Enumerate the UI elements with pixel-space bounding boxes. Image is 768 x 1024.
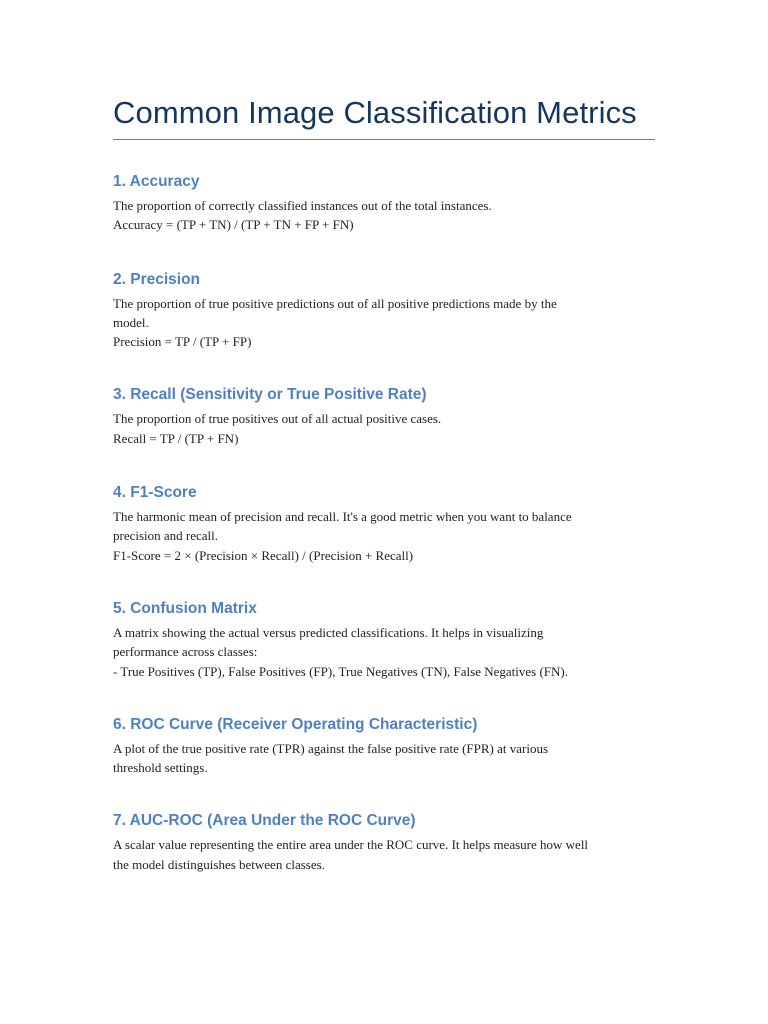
section-body xyxy=(113,623,655,681)
section-heading: 3. Recall (Sensitivity or True Positive Rate) xyxy=(113,386,427,404)
section-heading: 7. AUC-ROC (Area Under the ROC Curve) xyxy=(113,812,416,830)
page-title: Common Image Classification Metrics xyxy=(113,95,637,130)
section-heading: 5. Confusion Matrix xyxy=(113,599,257,617)
body-line: A plot of the true positive rate (TPR) against the false positive rate (FPR) at various xyxy=(113,740,549,756)
body-line: A matrix showing the actual versus predicted classifications. It helps in visualizing xyxy=(113,624,544,640)
body-line: performance across classes: xyxy=(113,644,258,660)
body-line: The harmonic mean of precision and recall. It's a good metric when you want to balance xyxy=(113,509,572,525)
section-precision xyxy=(113,270,655,352)
section-body xyxy=(113,507,655,565)
section-body xyxy=(113,739,655,778)
section-heading: 6. ROC Curve (Receiver Operating Characteristic) xyxy=(113,715,478,733)
section-heading: 2. Precision xyxy=(113,270,201,288)
body-line: The proportion of correctly classified instances out of the total instances. xyxy=(113,198,492,213)
section-roc-curve xyxy=(113,715,655,778)
body-line: The proportion of true positives out of all actual positive cases. xyxy=(113,411,442,427)
section-body xyxy=(113,409,655,448)
body-line: precision and recall. xyxy=(113,528,219,544)
section-body xyxy=(113,835,655,874)
title-divider xyxy=(113,139,655,140)
section-recall xyxy=(113,385,655,448)
document-page xyxy=(113,92,655,874)
section-auc-roc xyxy=(113,811,655,874)
body-line: The proportion of true positive predictions out of all positive predictions made by the xyxy=(113,295,557,311)
section-body xyxy=(113,196,655,235)
section-confusion-matrix xyxy=(113,599,655,681)
list-line: - True Positives (TP), False Positives (FP), True Negatives (TN), False Negatives (FN). xyxy=(113,663,568,679)
formula-line: Precision = TP / (TP + FP) xyxy=(113,334,252,350)
section-heading: 1. Accuracy xyxy=(113,173,200,190)
section-body xyxy=(113,294,655,352)
body-line: A scalar value representing the entire area under the ROC curve. It helps measure how well xyxy=(113,837,589,853)
formula-line: Accuracy = (TP + TN) / (TP + TN + FP + FN) xyxy=(113,217,354,233)
section-accuracy xyxy=(113,172,655,235)
formula-line: Recall = TP / (TP + FN) xyxy=(113,430,239,446)
section-f1-score xyxy=(113,483,655,565)
section-heading: 4. F1-Score xyxy=(113,484,197,502)
body-line: the model distinguishes between classes. xyxy=(113,856,325,872)
formula-line: F1-Score = 2 × (Precision × Recall) / (Precision + Recall) xyxy=(113,547,414,563)
body-line: model. xyxy=(113,314,149,330)
body-line: threshold settings. xyxy=(113,760,208,776)
